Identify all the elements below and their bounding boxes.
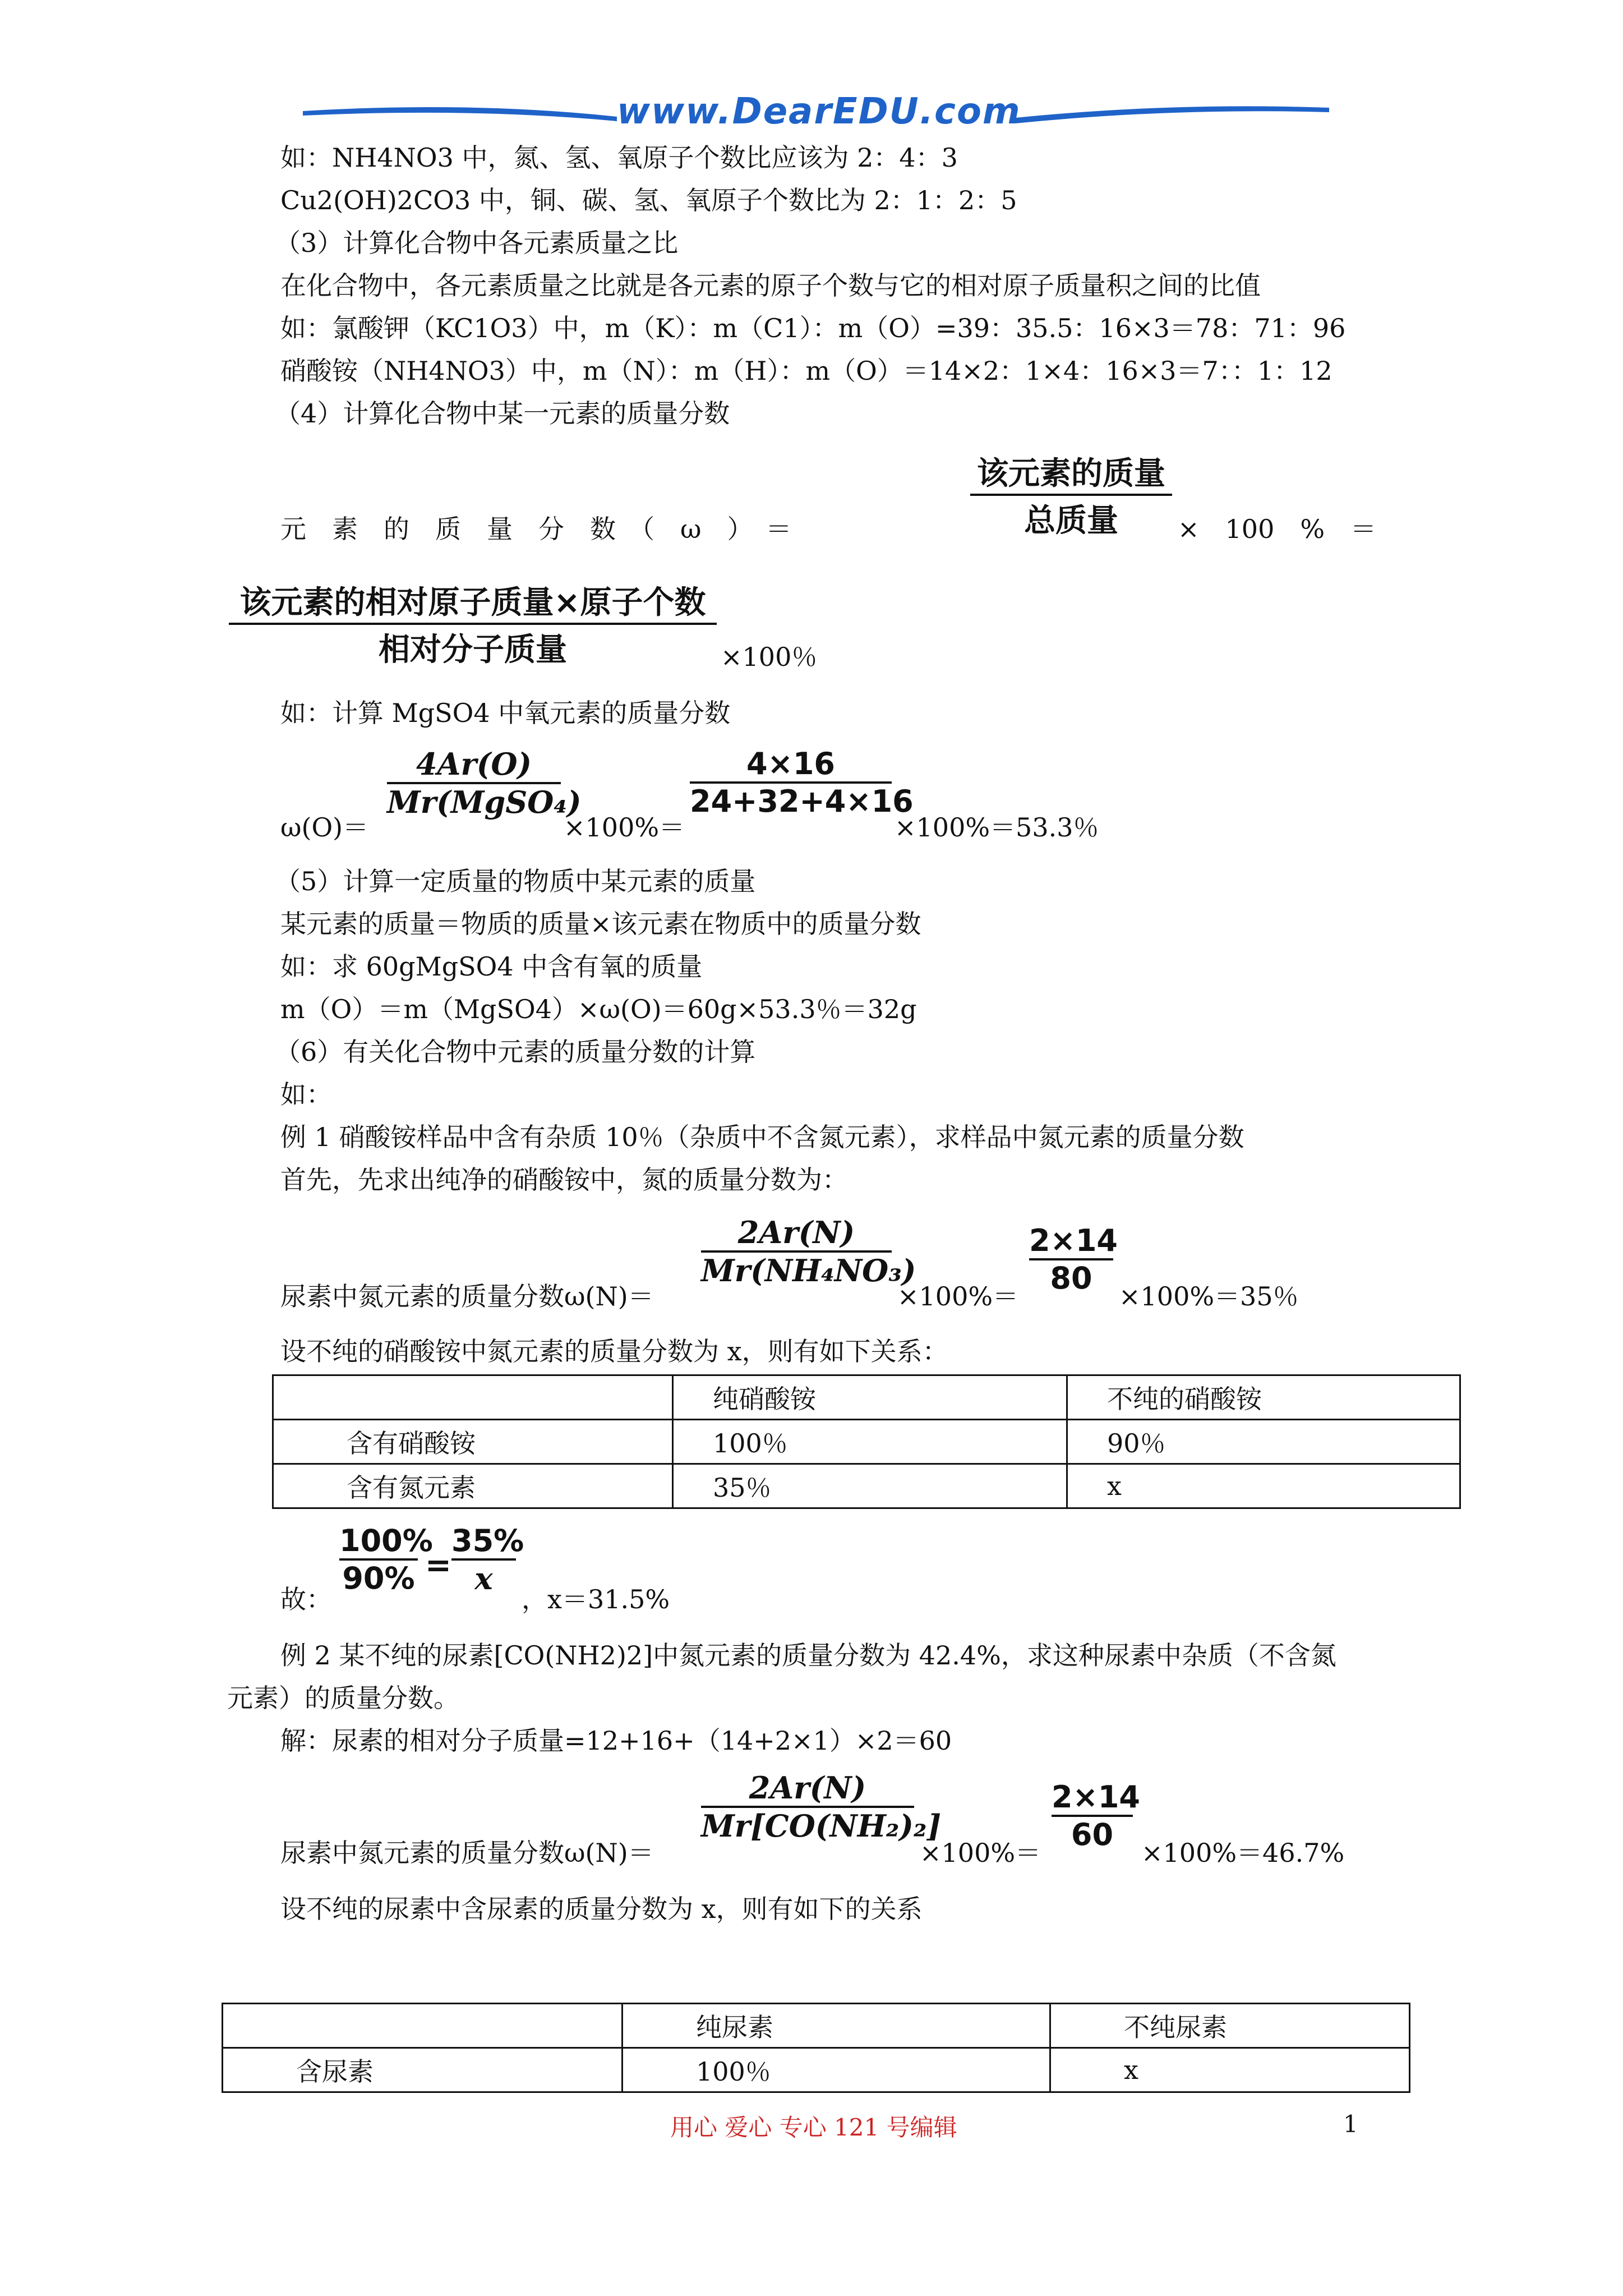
ratio-rhs: ，x＝31.5% <box>522 1584 670 1614</box>
table-row <box>223 2048 1410 2092</box>
urea-mid: ×100%＝ <box>920 1838 1041 1868</box>
table-cell: 含尿素 <box>223 2048 623 2092</box>
fraction-denominator: 总质量 <box>1024 503 1118 539</box>
line-24: 元素）的质量分数。 <box>227 1683 459 1713</box>
urea-table <box>222 2003 1410 2093</box>
fraction-denominator: 60 <box>1071 1817 1114 1852</box>
fraction-denominator: 90% <box>342 1561 415 1596</box>
line-3: （3）计算化合物中各元素质量之比 <box>275 228 679 258</box>
table-row <box>223 2004 1410 2048</box>
nh4no3-rhs: ×100%＝35％ <box>1119 1281 1299 1312</box>
fraction-denominator: Mr(MgSO₄) <box>387 784 582 820</box>
fraction-element-over-total <box>970 449 1172 541</box>
mass-fraction-label: 元 素 的 质 量 分 数 （ ω ） ＝ <box>280 514 792 544</box>
line-2: Cu2(OH)2CO3 中，铜、碳、氢、氧原子个数比为 2：1：2：5 <box>280 185 1017 215</box>
nh4no3-lhs: 尿素中氮元素的质量分数ω(N)＝ <box>280 1281 654 1312</box>
ratio-lhs: 故： <box>280 1584 332 1614</box>
table-cell: 不纯的硝酸铵 <box>1067 1375 1460 1420</box>
site-logo: www.DearEDU.com <box>617 91 1021 132</box>
table-row <box>273 1375 1460 1420</box>
line-12: （5）计算一定质量的物质中某元素的质量 <box>275 866 756 896</box>
table-cell: 纯硝酸铵 <box>673 1375 1067 1420</box>
fraction-numerator: 2×14 <box>1052 1779 1140 1815</box>
fraction-atomic-mass <box>229 578 717 670</box>
line-5: 如：氯酸钾（KC1O3）中，m（K）：m（C1）：m（O）=39：35.5：16×3＝78：71：96 <box>280 313 1346 343</box>
line-15: m（O）＝m（MgSO4）×ω(O)＝60g×53.3％＝32g <box>280 994 917 1024</box>
table-cell: x <box>1050 2048 1410 2092</box>
table-row <box>273 1420 1460 1464</box>
fraction-denominator: Mr(NH₄NO₃) <box>701 1253 916 1289</box>
line-25: 解：尿素的相对分子质量=12+16+（14+2×1）×2＝60 <box>280 1726 952 1756</box>
fraction-denominator: Mr[CO(NH₂)₂] <box>701 1808 942 1844</box>
header-banner <box>303 91 1329 140</box>
page-number: 1 <box>1343 2110 1358 2138</box>
fraction-numerator: 2Ar(N) <box>749 1770 866 1806</box>
line-17: 如： <box>280 1079 332 1110</box>
table-row <box>273 1464 1460 1508</box>
fraction-2x14-80 <box>1029 1223 1118 1296</box>
fraction-denominator: 80 <box>1050 1260 1092 1296</box>
fraction-denominator: x <box>474 1561 493 1596</box>
line-23: 例 2 某不纯的尿素[CO(NH2)2]中氮元素的质量分数为 42.4%，求这种尿素中杂质（不含氮 <box>280 1640 1336 1671</box>
table-cell: 90％ <box>1067 1420 1460 1464</box>
line-6: 硝酸铵（NH4NO3）中，m（N）：m（H）：m（O）＝14×2：1×4：16×3＝7：：1：12 <box>280 356 1332 386</box>
line-16: （6）有关化合物中元素的质量分数的计算 <box>275 1037 756 1067</box>
footer-text: 用心 爱心 专心 121 号编辑 <box>670 2114 957 2141</box>
fraction-numerator: 4×16 <box>746 746 835 781</box>
fraction-35-x <box>451 1523 524 1596</box>
nh4no3-mid: ×100%＝ <box>897 1281 1019 1312</box>
fraction-numerator: 35% <box>451 1523 524 1558</box>
line-18: 例 1 硝酸铵样品中含有杂质 10％（杂质中不含氮元素），求样品中氮元素的质量分数 <box>280 1122 1244 1152</box>
line-19: 首先，先求出纯净的硝酸铵中，氮的质量分数为： <box>280 1165 848 1195</box>
line-10: 如：计算 MgSO4 中氧元素的质量分数 <box>280 698 731 728</box>
table-cell: 含有硝酸铵 <box>273 1420 673 1464</box>
ammonium-nitrate-table <box>272 1374 1461 1509</box>
ratio-equals: = <box>425 1547 451 1584</box>
line-14: 如：求 60gMgSO4 中含有氧的质量 <box>280 951 703 982</box>
fraction-denominator: 相对分子质量 <box>379 632 567 668</box>
fraction-numerator: 100% <box>339 1523 433 1558</box>
table-cell <box>223 2004 623 2048</box>
fraction-numerator: 该元素的质量 <box>977 455 1165 492</box>
table-cell: x <box>1067 1464 1460 1508</box>
fraction-2ar-n <box>701 1214 916 1289</box>
fraction-4ar-o <box>387 746 582 820</box>
mgso4-mid: ×100%＝ <box>564 812 685 843</box>
fraction-numerator: 2Ar(N) <box>737 1214 855 1250</box>
table-cell: 纯尿素 <box>623 2004 1050 2048</box>
fraction-4x16 <box>690 746 914 819</box>
table-cell <box>273 1375 673 1420</box>
atomic-mass-times: ×100％ <box>721 642 818 672</box>
fraction-100-90 <box>339 1523 433 1596</box>
fraction-2ar-n-urea <box>701 1770 942 1844</box>
urea-rhs: ×100%＝46.7% <box>1141 1838 1345 1868</box>
line-27: 设不纯的尿素中含尿素的质量分数为 x，则有如下的关系 <box>280 1894 923 1924</box>
table-cell: 含有氮元素 <box>273 1464 673 1508</box>
mass-fraction-times: × 100 % ＝ <box>1178 514 1377 544</box>
table-cell: 35％ <box>673 1464 1067 1508</box>
table-cell: 100％ <box>623 2048 1050 2092</box>
mgso4-lhs: ω(O)＝ <box>280 812 369 843</box>
fraction-denominator: 24+32+4×16 <box>690 784 914 819</box>
line-7: （4）计算化合物中某一元素的质量分数 <box>275 398 730 429</box>
line-21: 设不纯的硝酸铵中氮元素的质量分数为 x，则有如下关系： <box>280 1336 948 1366</box>
line-1: 如：NH4NO3 中，氮、氢、氧原子个数比应该为 2：4：3 <box>280 142 958 173</box>
fraction-numerator: 4Ar(O) <box>416 746 532 782</box>
table-cell: 不纯尿素 <box>1050 2004 1410 2048</box>
line-13: 某元素的质量＝物质的质量×该元素在物质中的质量分数 <box>280 909 921 939</box>
urea-lhs: 尿素中氮元素的质量分数ω(N)＝ <box>280 1838 654 1868</box>
fraction-numerator: 2×14 <box>1029 1223 1118 1258</box>
fraction-numerator: 该元素的相对原子质量×原子个数 <box>239 585 706 621</box>
line-4: 在化合物中，各元素质量之比就是各元素的原子个数与它的相对原子质量积之间的比值 <box>280 270 1261 301</box>
fraction-2x14-60 <box>1052 1779 1140 1852</box>
mgso4-rhs: ×100%＝53.3％ <box>895 812 1099 843</box>
table-cell: 100％ <box>673 1420 1067 1464</box>
